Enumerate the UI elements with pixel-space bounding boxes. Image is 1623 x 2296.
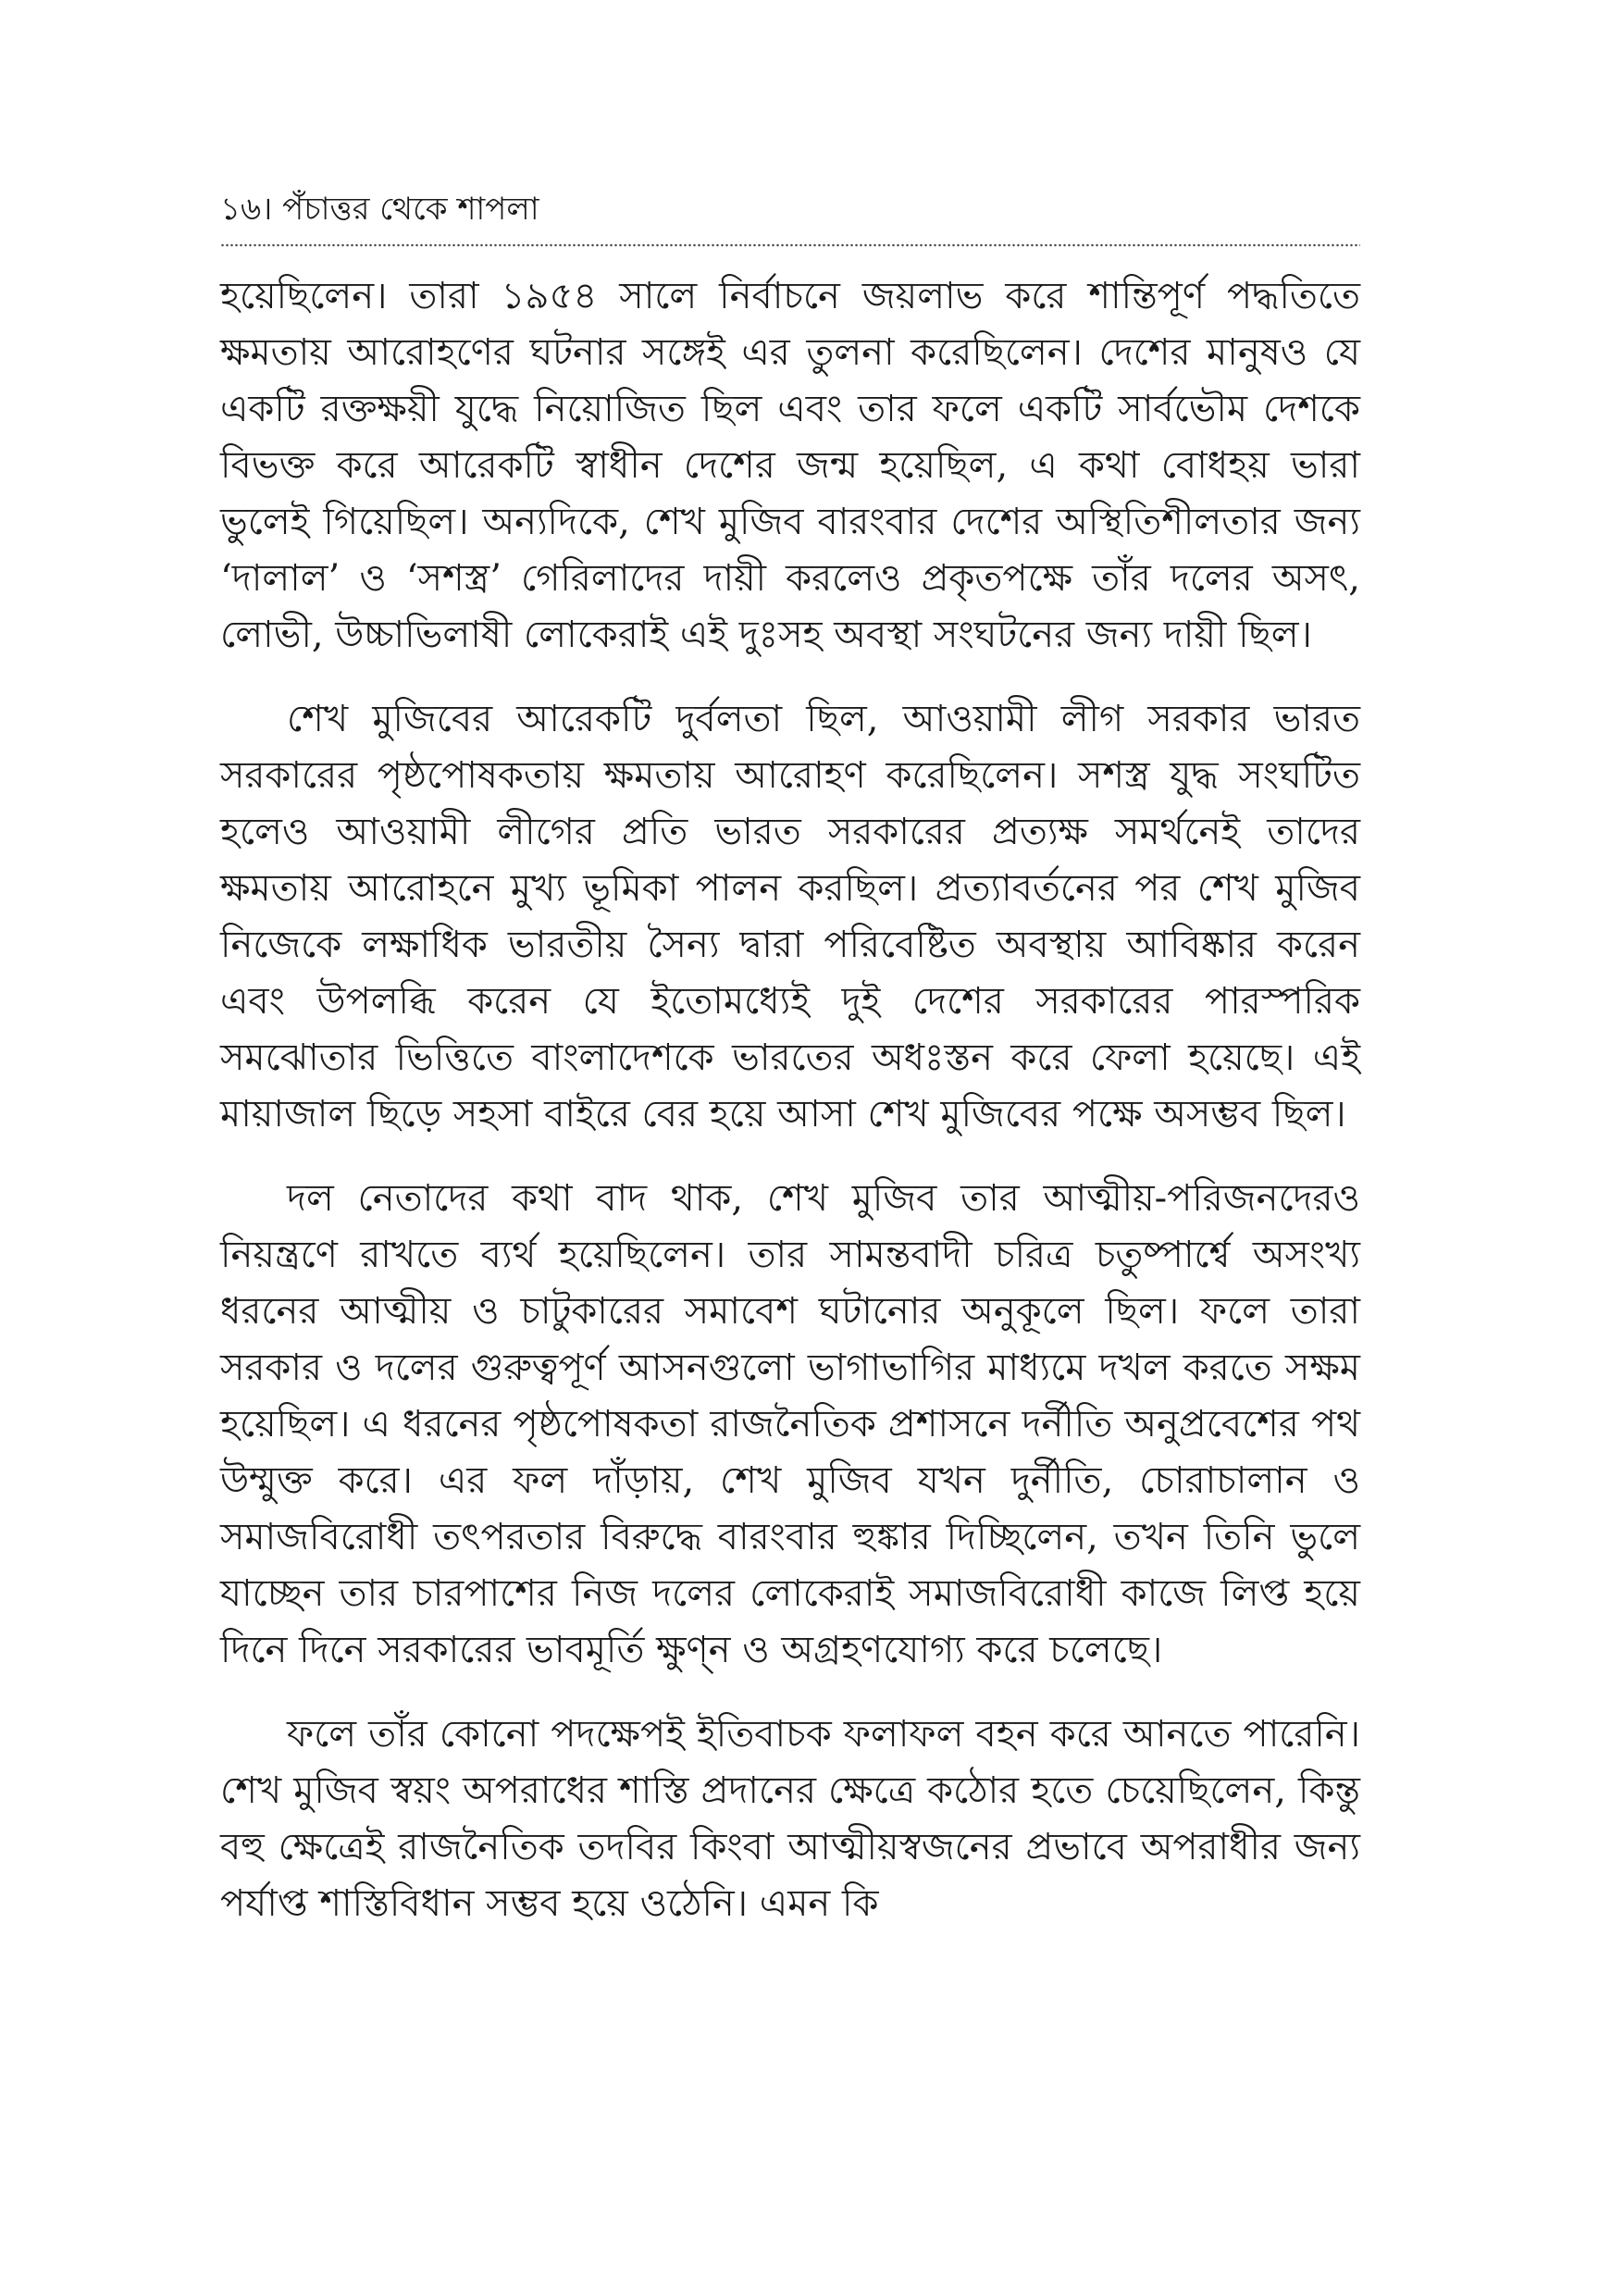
paragraph-continued: হয়েছিলেন। তারা ১৯৫৪ সালে নির্বাচনে জয়লাভ করে শান্তিপূর্ণ পদ্ধতিতে ক্ষমতায় আরোহণের ঘটনার সঙ্গেই এর তুলনা করেছিলেন। দেশের মানুষও যে একটি রক্তক্ষয়ী যুদ্ধে নিয়োজিত ছিল এবং তার ফলে একটি সার্বভৌম দেশকে বিভক্ত করে আরেকটি স্বাধীন দেশের জন্ম হয়েছিল, এ কথা বোধহয় ভারা ভুলেই গিয়েছিল। অন্যদিকে, শেখ মুজিব বারংবার দেশের অস্থিতিশীলতার জন্য ‘দালাল’ ও ‘সশস্ত্র’ গেরিলাদের দায়ী করলেও প্রকৃতপক্ষে তাঁর দলের অসৎ, লোভী, উচ্চাভিলাষী লোকেরাই এই দুঃসহ অবস্থা সংঘটনের জন্য দায়ী ছিল। bbox=[220, 275, 1360, 656]
body-text bbox=[220, 268, 1360, 1960]
paragraph: শেখ মুজিবের আরেকটি দুর্বলতা ছিল, আওয়ামী লীগ সরকার ভারত সরকারের পৃষ্ঠপোষকতায় ক্ষমতায় আরোহণ করেছিলেন। সশস্ত্র যুদ্ধ সংঘটিত হলেও আওয়ামী লীগের প্রতি ভারত সরকারের প্রত্যক্ষ সমর্থনেই তাদের ক্ষমতায় আরোহনে মুখ্য ভূমিকা পালন করছিল। প্রত্যাবর্তনের পর শেখ মুজিব নিজেকে লক্ষাধিক ভারতীয় সৈন্য দ্বারা পরিবেষ্টিত অবস্থায় আবিষ্কার করেন এবং উপলব্ধি করেন যে ইতোমধ্যেই দুই দেশের সরকারের পারস্পরিক সমঝোতার ভিত্তিতে বাংলাদেশকে ভারতের অধঃস্তন করে ফেলা হয়েছে। এই মায়াজাল ছিড়ে সহসা বাইরে বের হয়ে আসা শেখ মুজিবের পক্ষে অসম্ভব ছিল। bbox=[220, 698, 1360, 1136]
paragraph: দল নেতাদের কথা বাদ থাক, শেখ মুজিব তার আত্মীয়-পরিজনদেরও নিয়ন্ত্রণে রাখতে ব্যর্থ হয়েছিলেন। তার সামন্তবাদী চরিত্র চতুষ্পার্শ্বে অসংখ্য ধরনের আত্মীয় ও চাটুকারের সমাবেশ ঘটানোর অনুকূলে ছিল। ফলে তারা সরকার ও দলের গুরুত্বপূর্ণ আসনগুলো ভাগাভাগির মাধ্যমে দখল করতে সক্ষম হয়েছিল। এ ধরনের পৃষ্ঠপোষকতা রাজনৈতিক প্রশাসনে দর্নীতি অনুপ্রবেশের পথ উম্মুক্ত করে। এর ফল দাঁড়ায়, শেখ মুজিব যখন দুর্নীতি, চোরাচালান ও সমাজবিরোধী তৎপরতার বিরুদ্ধে বারংবার হুঙ্কার দিচ্ছিলেন, তখন তিনি ভুলে যাচ্ছেন তার চারপাশের নিজ দলের লোকেরাই সমাজবিরোধী কাজে লিপ্ত হয়ে দিনে দিনে সরকারের ভাবমূর্তি ক্ষুণ্ন ও অগ্রহণযোগ্য করে চলেছে। bbox=[220, 1177, 1360, 1671]
header-dotted-rule bbox=[220, 242, 1360, 248]
paragraph: ফলে তাঁর কোনো পদক্ষেপই ইতিবাচক ফলাফল বহন করে আনতে পারেনি। শেখ মুজিব স্বয়ং অপরাধের শাস্তি প্রদানের ক্ষেত্রে কঠোর হতে চেয়েছিলেন, কিন্তু বহু ক্ষেত্রেই রাজনৈতিক তদবির কিংবা আত্মীয়স্বজনের প্রভাবে অপরাধীর জন্য পর্যাপ্ত শাস্তিবিধান সম্ভব হয়ে ওঠেনি। এমন কি bbox=[220, 1713, 1360, 1925]
running-head: ১৬। পঁচাত্তর থেকে শাপলা bbox=[220, 191, 539, 228]
